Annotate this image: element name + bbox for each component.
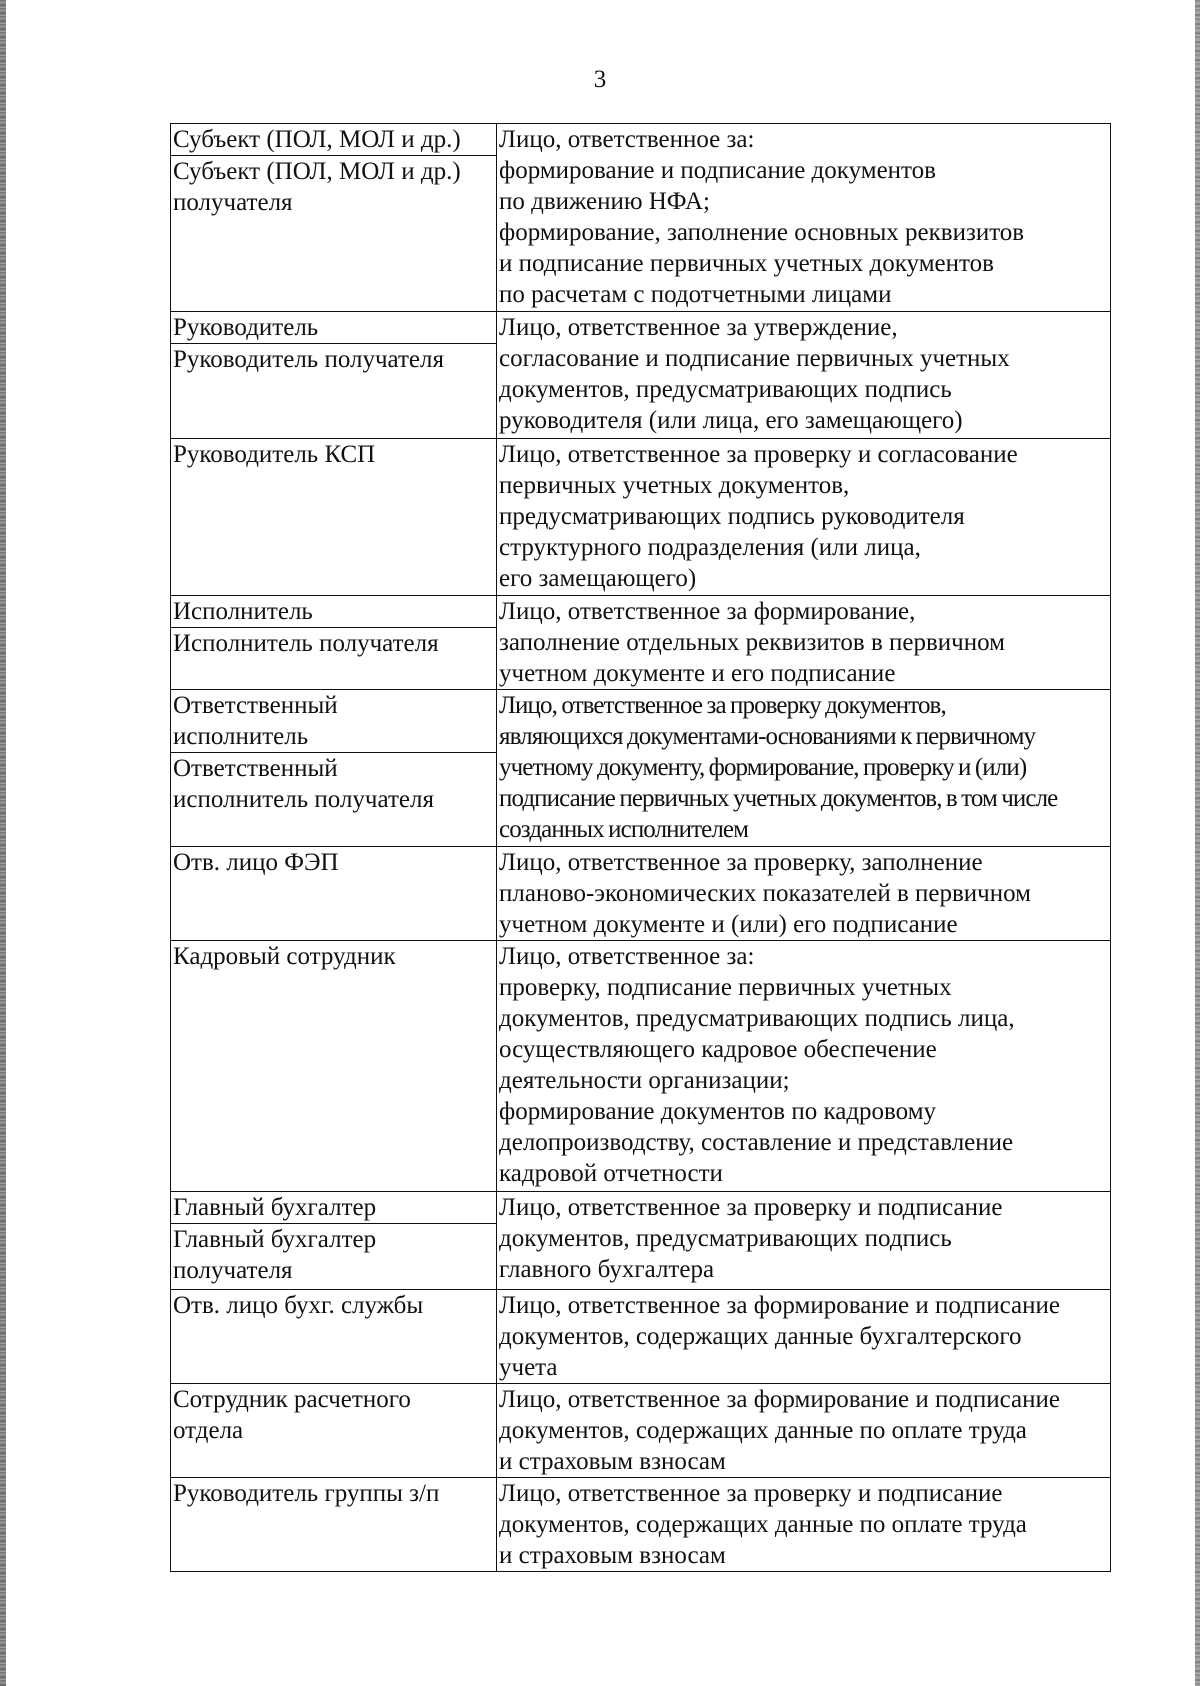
role-description: Лицо, ответственное за формирование, заполнение отдельных реквизитов в первичном учетном документе и его подписание: [499, 598, 1005, 687]
description-cell: [497, 1192, 1111, 1290]
role-description: Лицо, ответственное за проверку, заполнение планово-экономических показателей в первичном учетном документе и (или) его подписание: [499, 849, 1031, 938]
role-description: Лицо, ответственное за формирование и подписание документов, содержащих данные бухгалтерского учета: [499, 1292, 1061, 1381]
role-name: Субъект (ПОЛ, МОЛ и др.) получателя: [171, 155, 496, 218]
table-row: [171, 847, 1111, 941]
table-row: [171, 1290, 1111, 1384]
role-description: Лицо, ответственное за формирование и подписание документов, содержащих данные по оплате труда и страховым взносам: [499, 1386, 1061, 1475]
role-name: Отв. лицо бухг. службы: [173, 1292, 424, 1319]
role-cell: [171, 439, 497, 596]
role-cell: [171, 1384, 497, 1478]
role-name: Отв. лицо ФЭП: [173, 849, 339, 876]
description-cell: [497, 439, 1111, 596]
table-row: [171, 596, 1111, 690]
table-row: [171, 439, 1111, 596]
role-cell: [171, 1478, 497, 1572]
role-cell: [171, 847, 497, 941]
roles-table: [170, 123, 1111, 1572]
table-row: [171, 690, 1111, 847]
role-cell: [171, 1290, 497, 1384]
role-name: Ответственный исполнитель получателя: [171, 752, 496, 815]
role-description: Лицо, ответственное за утверждение, согласование и подписание первичных учетных документов, предусматривающих подпись руководителя (или лица, его замещающего): [499, 314, 1010, 434]
table-row: [171, 1478, 1111, 1572]
table-row: [171, 1192, 1111, 1290]
role-description: Лицо, ответственное за проверку документов, являющихся документами-основаниями к первичному учетному документу, формирование, проверку и (или) подписание первичных учетных документов, в том числе созданных исполнителем: [499, 692, 1058, 843]
table-row: [171, 312, 1111, 439]
description-cell: [497, 847, 1111, 941]
role-name: Ответственный исполнитель: [173, 692, 338, 750]
description-cell: [497, 124, 1111, 312]
description-cell: [497, 1290, 1111, 1384]
page-number: 3: [593, 66, 607, 93]
scan-edge-right: [1195, 0, 1200, 1686]
scan-edge-left: [0, 0, 6, 1686]
role-cell: [171, 941, 497, 1192]
role-name: Кадровый сотрудник: [173, 943, 396, 970]
role-cell: [171, 1192, 497, 1290]
role-description: Лицо, ответственное за проверку и подписание документов, содержащих данные по оплате труда и страховым взносам: [499, 1480, 1027, 1569]
role-description: Лицо, ответственное за: формирование и подписание документов по движению НФА; формирование, заполнение основных реквизитов и подписание первичных учетных документов по расчетам с подотчетными лицами: [499, 126, 1025, 308]
role-description: Лицо, ответственное за проверку и подписание документов, предусматривающих подпись главного бухгалтера: [499, 1194, 1003, 1283]
table-row: [171, 941, 1111, 1192]
role-name: Исполнитель получателя: [171, 627, 496, 659]
role-name: Главный бухгалтер: [173, 1194, 377, 1221]
description-cell: [497, 312, 1111, 439]
description-cell: [497, 1478, 1111, 1572]
role-name: Субъект (ПОЛ, МОЛ и др.): [173, 126, 461, 153]
role-name: Руководитель получателя: [171, 343, 496, 375]
role-cell: [171, 312, 497, 439]
role-name: Сотрудник расчетного отдела: [173, 1386, 411, 1444]
role-cell: [171, 690, 497, 847]
role-name: Руководитель группы з/п: [173, 1480, 440, 1507]
role-name: Исполнитель: [173, 598, 313, 625]
table-row: [171, 1384, 1111, 1478]
role-name: Главный бухгалтер получателя: [171, 1223, 496, 1286]
role-cell: [171, 596, 497, 690]
table-row: [171, 124, 1111, 312]
description-cell: [497, 941, 1111, 1192]
description-cell: [497, 596, 1111, 690]
description-cell: [497, 1384, 1111, 1478]
role-name: Руководитель КСП: [173, 441, 376, 468]
role-description: Лицо, ответственное за: проверку, подписание первичных учетных документов, предусматривающих подпись лица, осуществляющего кадровое обеспечение деятельности организации; формирование документов по кадровому делопроизводству, составление и представление кадровой отчетности: [499, 943, 1015, 1187]
role-name: Руководитель: [173, 314, 319, 341]
role-cell: [171, 124, 497, 312]
role-description: Лицо, ответственное за проверку и согласование первичных учетных документов, предусматривающих подпись руководителя структурного подразделения (или лица, его замещающего): [499, 441, 1018, 592]
description-cell: [497, 690, 1111, 847]
